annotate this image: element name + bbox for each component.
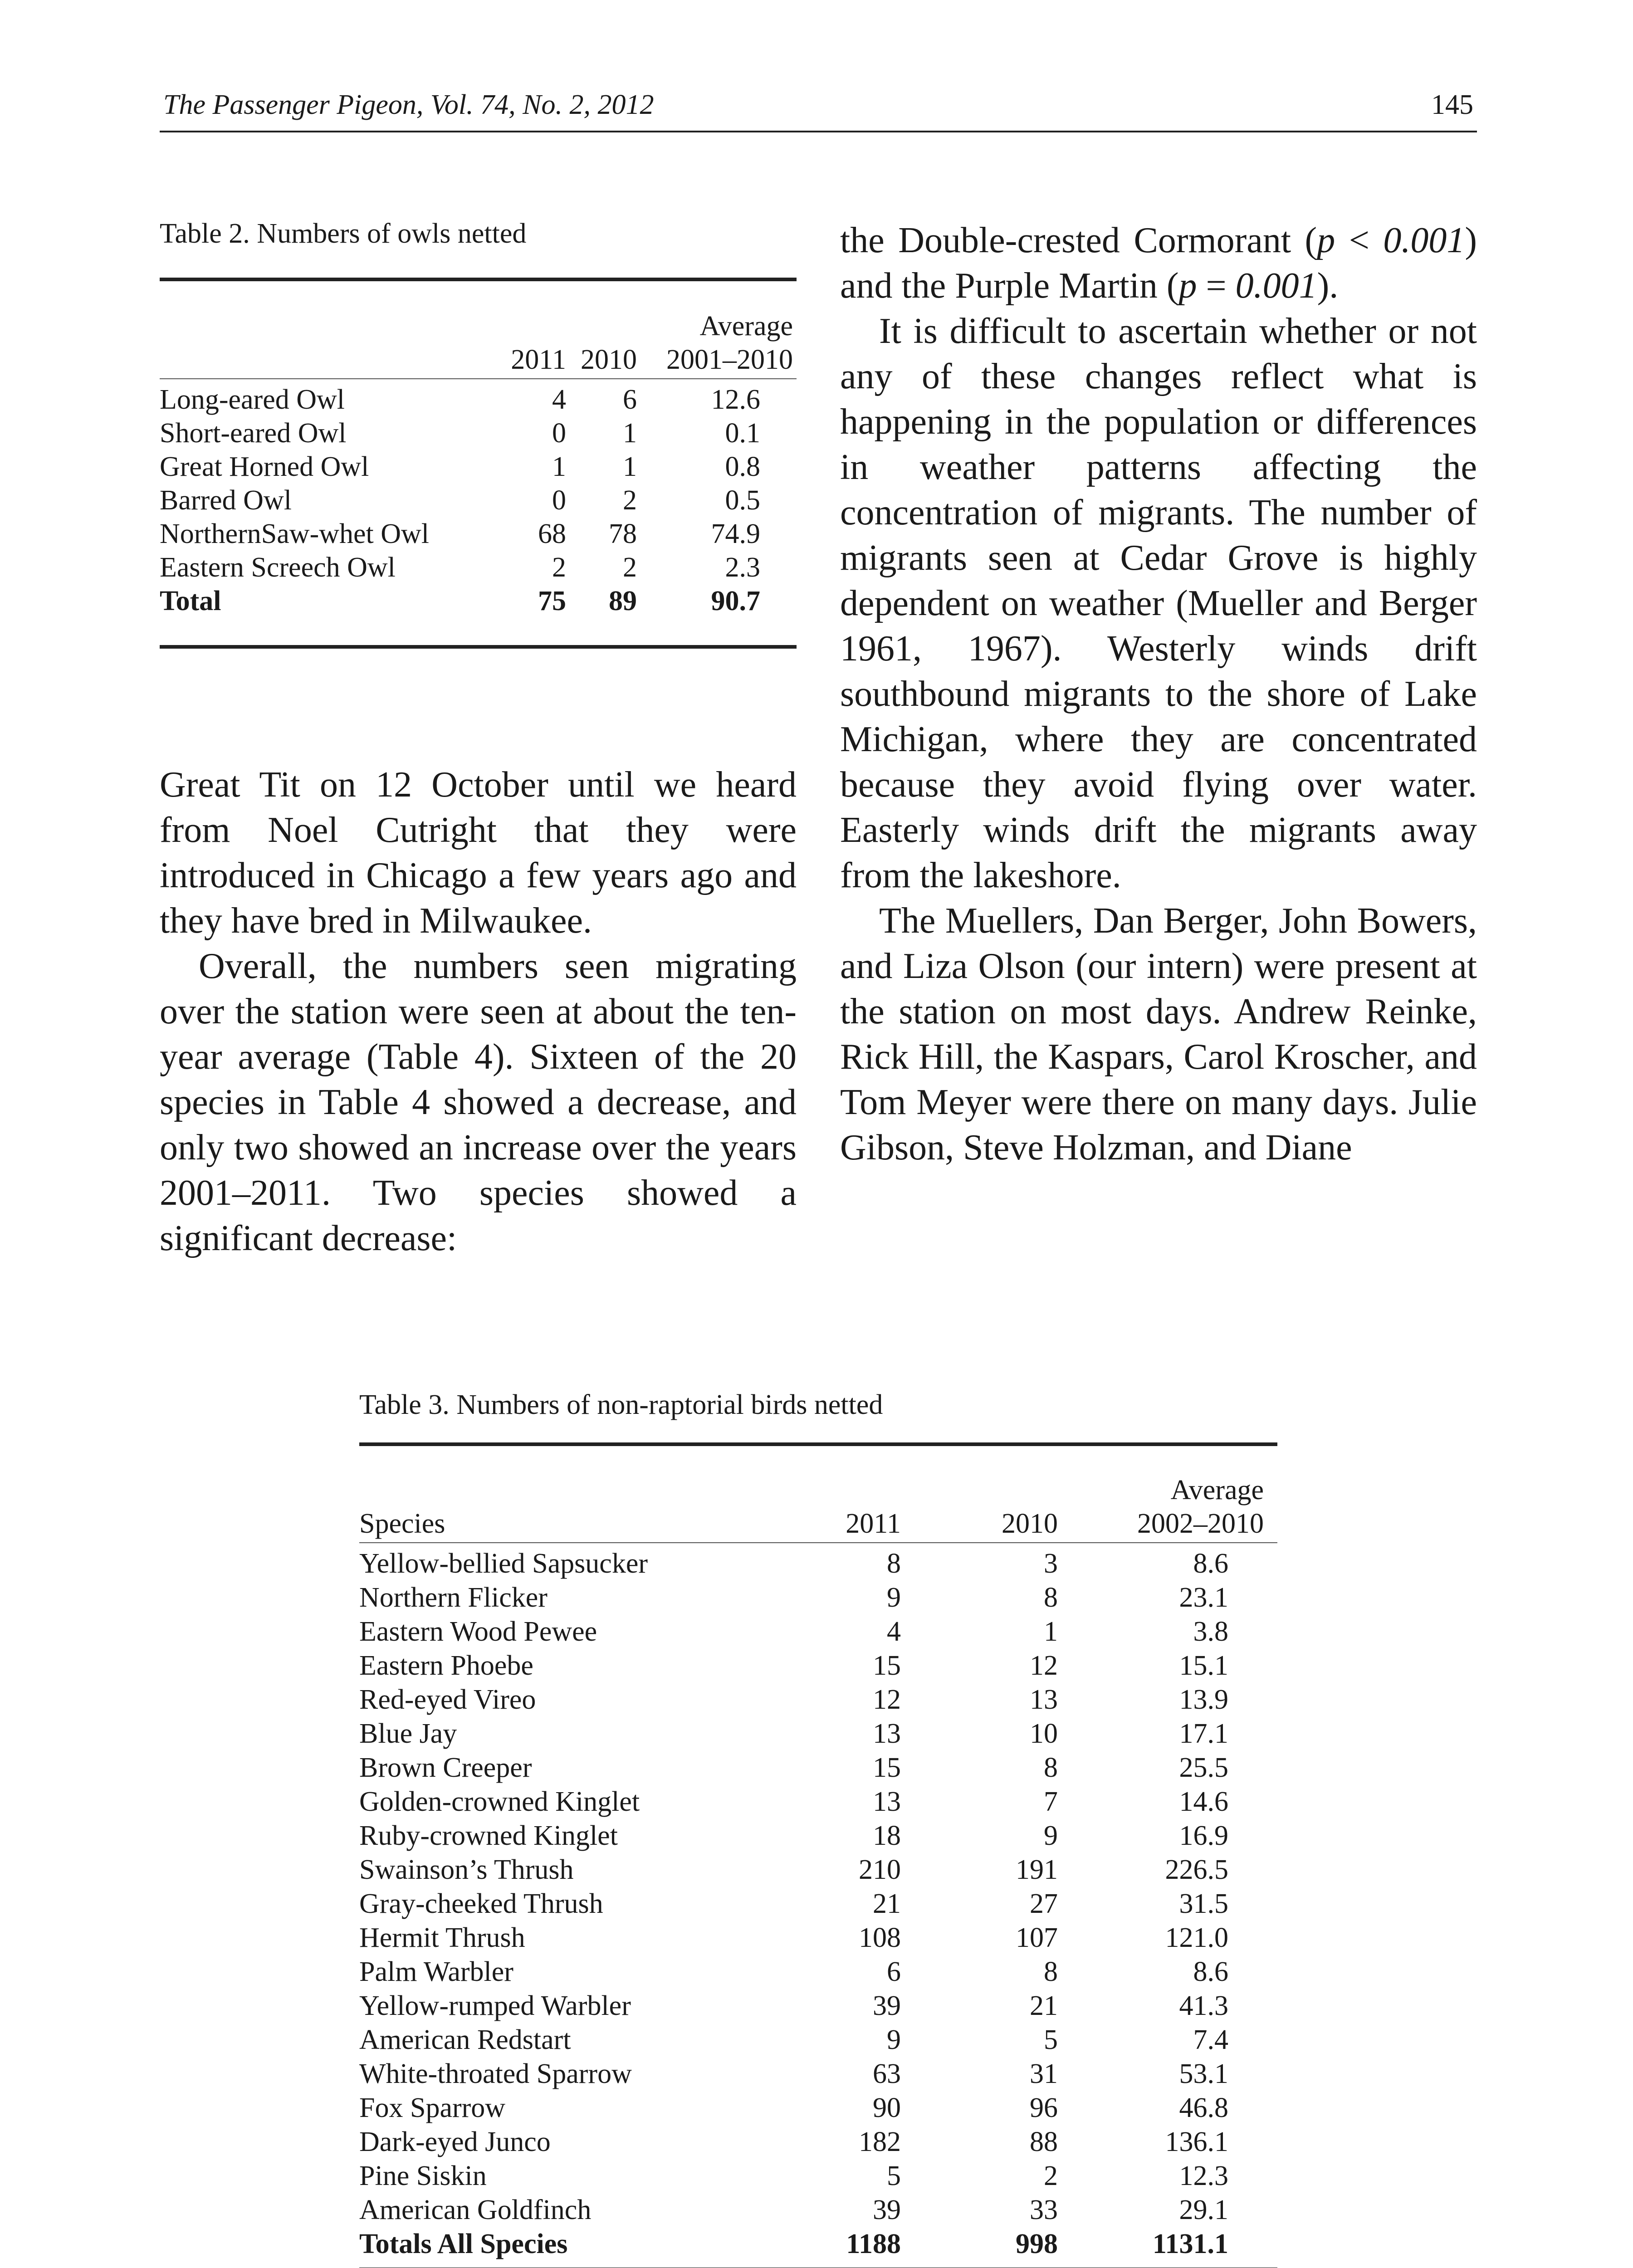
value-2010: 31 <box>1030 2058 1058 2089</box>
row-name: Golden-crowned Kinglet <box>359 1786 640 1817</box>
table-row <box>359 1581 1277 1615</box>
table-row <box>359 1819 1277 1853</box>
table2-avg-range: 2001–2010 <box>651 343 797 379</box>
table3-avg-range: 2002–2010 <box>1101 1507 1277 1543</box>
table-total-row <box>359 2227 1277 2268</box>
value-2010: 12 <box>1030 1650 1058 1681</box>
table2-col-2011: 2011 <box>498 343 581 379</box>
table-row <box>359 1989 1277 2023</box>
row-name: Gray-cheeked Thrush <box>359 1888 603 1919</box>
table2-col-2010: 2010 <box>581 343 651 379</box>
row-name: Totals All Species <box>359 2229 568 2259</box>
value-average: 46.8 <box>1179 2092 1228 2123</box>
value-average: 121.0 <box>1165 1922 1228 1953</box>
table3-col-species: Species <box>359 1507 774 1543</box>
value-average: 31.5 <box>1179 1888 1228 1919</box>
value-2010: 88 <box>1030 2126 1058 2157</box>
value-2011: 210 <box>859 1854 901 1885</box>
value-2010: 7 <box>1044 1786 1058 1817</box>
table3-col-2011: 2011 <box>774 1507 944 1543</box>
table-row <box>359 1649 1277 1683</box>
row-name: Swainson’s Thrush <box>359 1854 574 1885</box>
row-name: Northern Flicker <box>359 1582 548 1613</box>
value-average: 90.7 <box>711 586 760 616</box>
row-name: Long-eared Owl <box>160 384 345 415</box>
running-header <box>160 85 1477 132</box>
table-row <box>359 1785 1277 1819</box>
left-paragraph-1: Great Tit on 12 October until we heard from Noel Cutright that they were introduced in Chicago a few years ago and they have bred in Milwaukee. <box>160 765 797 941</box>
value-average: 2.3 <box>725 552 760 583</box>
table3-birds <box>359 1442 1277 2268</box>
row-name: White-throated Sparrow <box>359 2058 632 2089</box>
value-average: 0.5 <box>725 485 760 516</box>
value-2011: 39 <box>873 2195 901 2225</box>
row-name: Hermit Thrush <box>359 1922 525 1953</box>
table-row <box>160 517 797 551</box>
value-2010: 13 <box>1030 1684 1058 1715</box>
right-text-column <box>840 218 1477 1170</box>
table-row <box>160 484 797 517</box>
row-name: NorthernSaw-whet Owl <box>160 518 430 549</box>
value-2011: 15 <box>873 1752 901 1783</box>
value-average: 12.3 <box>1179 2160 1228 2191</box>
value-2010: 96 <box>1030 2092 1058 2123</box>
value-2010: 78 <box>609 518 637 549</box>
value-2011: 4 <box>552 384 566 415</box>
table-row <box>359 2125 1277 2159</box>
value-2011: 182 <box>859 2126 901 2157</box>
table-row <box>359 1921 1277 1955</box>
table-row <box>160 379 797 416</box>
value-2010: 33 <box>1030 2195 1058 2225</box>
value-2011: 63 <box>873 2058 901 2089</box>
value-average: 16.9 <box>1179 1820 1228 1851</box>
journal-title: The Passenger Pigeon, Vol. 74, No. 2, 2012 <box>163 89 654 120</box>
value-2011: 4 <box>887 1616 901 1647</box>
value-average: 17.1 <box>1179 1718 1228 1749</box>
value-2011: 12 <box>873 1684 901 1715</box>
table-row <box>359 1683 1277 1717</box>
value-2010: 8 <box>1044 1582 1058 1613</box>
table-total-row <box>160 584 797 647</box>
table3-col-2010: 2010 <box>944 1507 1101 1543</box>
value-average: 8.6 <box>1193 1956 1228 1987</box>
table-row <box>359 2193 1277 2227</box>
value-average: 53.1 <box>1179 2058 1228 2089</box>
value-2011: 0 <box>552 485 566 516</box>
value-2011: 68 <box>538 518 566 549</box>
value-2011: 9 <box>887 2024 901 2055</box>
table-row <box>359 1955 1277 1989</box>
value-2010: 27 <box>1030 1888 1058 1919</box>
table-row <box>359 2159 1277 2193</box>
value-average: 29.1 <box>1179 2195 1228 2225</box>
table2-caption: Table 2. Numbers of owls netted <box>160 218 527 249</box>
table2 <box>160 278 797 649</box>
value-2011: 13 <box>873 1718 901 1749</box>
value-2011: 39 <box>873 1990 901 2021</box>
value-average: 13.9 <box>1179 1684 1228 1715</box>
row-name: Eastern Phoebe <box>359 1650 533 1681</box>
value-2011: 1 <box>552 451 566 482</box>
value-2011: 8 <box>887 1548 901 1579</box>
table-row <box>160 551 797 584</box>
value-2010: 21 <box>1030 1990 1058 2021</box>
table2-owls <box>160 278 797 649</box>
value-2011: 75 <box>538 586 566 616</box>
table3 <box>359 1442 1277 2268</box>
value-2011: 0 <box>552 418 566 449</box>
row-name: Yellow-rumped Warbler <box>359 1990 631 2021</box>
table-row <box>359 1615 1277 1649</box>
row-name: Ruby-crowned Kinglet <box>359 1820 618 1851</box>
table-row <box>160 416 797 450</box>
page-number: 145 <box>1431 89 1473 120</box>
value-average: 74.9 <box>711 518 760 549</box>
value-2010: 2 <box>623 552 637 583</box>
table-row <box>359 2023 1277 2057</box>
table-row <box>359 2057 1277 2091</box>
row-name: Great Horned Owl <box>160 451 369 482</box>
right-paragraph-1: the Double-crested Cormorant (p < 0.001) and the Purple Martin (p = 0.001). <box>840 220 1477 306</box>
row-name: Yellow-bellied Sapsucker <box>359 1548 648 1579</box>
row-name: Brown Creeper <box>359 1752 532 1783</box>
left-text-column <box>160 762 797 1261</box>
value-average: 3.8 <box>1193 1616 1228 1647</box>
value-2010: 89 <box>609 586 637 616</box>
value-average: 25.5 <box>1179 1752 1228 1783</box>
value-2010: 8 <box>1044 1956 1058 1987</box>
value-2010: 2 <box>1044 2160 1058 2191</box>
value-2010: 6 <box>623 384 637 415</box>
value-average: 8.6 <box>1193 1548 1228 1579</box>
row-name: Pine Siskin <box>359 2160 487 2191</box>
value-2011: 5 <box>887 2160 901 2191</box>
value-2011: 9 <box>887 1582 901 1613</box>
value-2011: 1188 <box>846 2229 901 2259</box>
value-2010: 107 <box>1016 1922 1058 1953</box>
value-2010: 998 <box>1016 2229 1058 2259</box>
table-row <box>359 1887 1277 1921</box>
value-2011: 18 <box>873 1820 901 1851</box>
row-name: Short-eared Owl <box>160 418 347 449</box>
row-name: American Redstart <box>359 2024 571 2055</box>
value-2010: 5 <box>1044 2024 1058 2055</box>
table-row <box>359 1751 1277 1785</box>
table-row <box>359 1853 1277 1887</box>
row-name: Palm Warbler <box>359 1956 513 1987</box>
value-2010: 1 <box>623 418 637 449</box>
table-row <box>359 1717 1277 1751</box>
value-2011: 108 <box>859 1922 901 1953</box>
table3-caption: Table 3. Numbers of non-raptorial birds netted <box>359 1389 883 1420</box>
table3-avg-label: Average <box>1170 1475 1264 1505</box>
table-row <box>359 2091 1277 2125</box>
value-2011: 13 <box>873 1786 901 1817</box>
value-2010: 3 <box>1044 1548 1058 1579</box>
value-average: 41.3 <box>1179 1990 1228 2021</box>
value-average: 136.1 <box>1165 2126 1228 2157</box>
value-average: 0.8 <box>725 451 760 482</box>
value-2011: 2 <box>552 552 566 583</box>
row-name: American Goldfinch <box>359 2195 592 2225</box>
value-2010: 8 <box>1044 1752 1058 1783</box>
row-name: Total <box>160 586 221 616</box>
value-2010: 1 <box>1044 1616 1058 1647</box>
row-name: Blue Jay <box>359 1718 457 1749</box>
row-name: Fox Sparrow <box>359 2092 506 2123</box>
value-2010: 1 <box>623 451 637 482</box>
value-2011: 15 <box>873 1650 901 1681</box>
value-2010: 9 <box>1044 1820 1058 1851</box>
value-average: 14.6 <box>1179 1786 1228 1817</box>
table2-avg-label: Average <box>699 311 793 342</box>
right-paragraph-3: The Muellers, Dan Berger, John Bowers, and Liza Olson (our intern) were present at the station on most days. Andrew Reinke, Rick Hill, the Kaspars, Carol Kroscher, and Tom Meyer were there on many days. Julie Gibson, Steve Holzman, and Diane <box>840 901 1477 1168</box>
value-2010: 191 <box>1016 1854 1058 1885</box>
row-name: Red-eyed Vireo <box>359 1684 536 1715</box>
value-average: 23.1 <box>1179 1582 1228 1613</box>
value-average: 7.4 <box>1193 2024 1228 2055</box>
value-average: 12.6 <box>711 384 760 415</box>
value-2010: 10 <box>1030 1718 1058 1749</box>
value-2010: 2 <box>623 485 637 516</box>
table-row <box>359 1543 1277 1581</box>
row-name: Barred Owl <box>160 485 292 516</box>
value-average: 15.1 <box>1179 1650 1228 1681</box>
right-paragraph-2: It is difficult to ascertain whether or not any of these changes reflect what is happening in the population or differences in weather patterns affecting the concentration of migrants. The number of migrants seen at Cedar Grove is highly dependent on weather (Mueller and Berger 1961, 1967). Westerly winds drift southbound migrants to the shore of Lake Michigan, where they are concentrated because they avoid flying over water. Easterly winds drift the migrants away from the lakeshore. <box>840 311 1477 895</box>
value-2011: 21 <box>873 1888 901 1919</box>
value-2011: 6 <box>887 1956 901 1987</box>
value-average: 1131.1 <box>1152 2229 1228 2259</box>
value-average: 226.5 <box>1165 1854 1228 1885</box>
row-name: Eastern Screech Owl <box>160 552 396 583</box>
left-paragraph-2: Overall, the numbers seen migrating over the station were seen at about the ten-year average (Table 4). Sixteen of the 20 species in Table 4 showed a decrease, and only two showed an increase over the years 2001–2011. Two species showed a significant decrease: <box>160 946 797 1258</box>
row-name: Dark-eyed Junco <box>359 2126 551 2157</box>
row-name: Eastern Wood Pewee <box>359 1616 597 1647</box>
table-row <box>160 450 797 484</box>
value-2011: 90 <box>873 2092 901 2123</box>
value-average: 0.1 <box>725 418 760 449</box>
